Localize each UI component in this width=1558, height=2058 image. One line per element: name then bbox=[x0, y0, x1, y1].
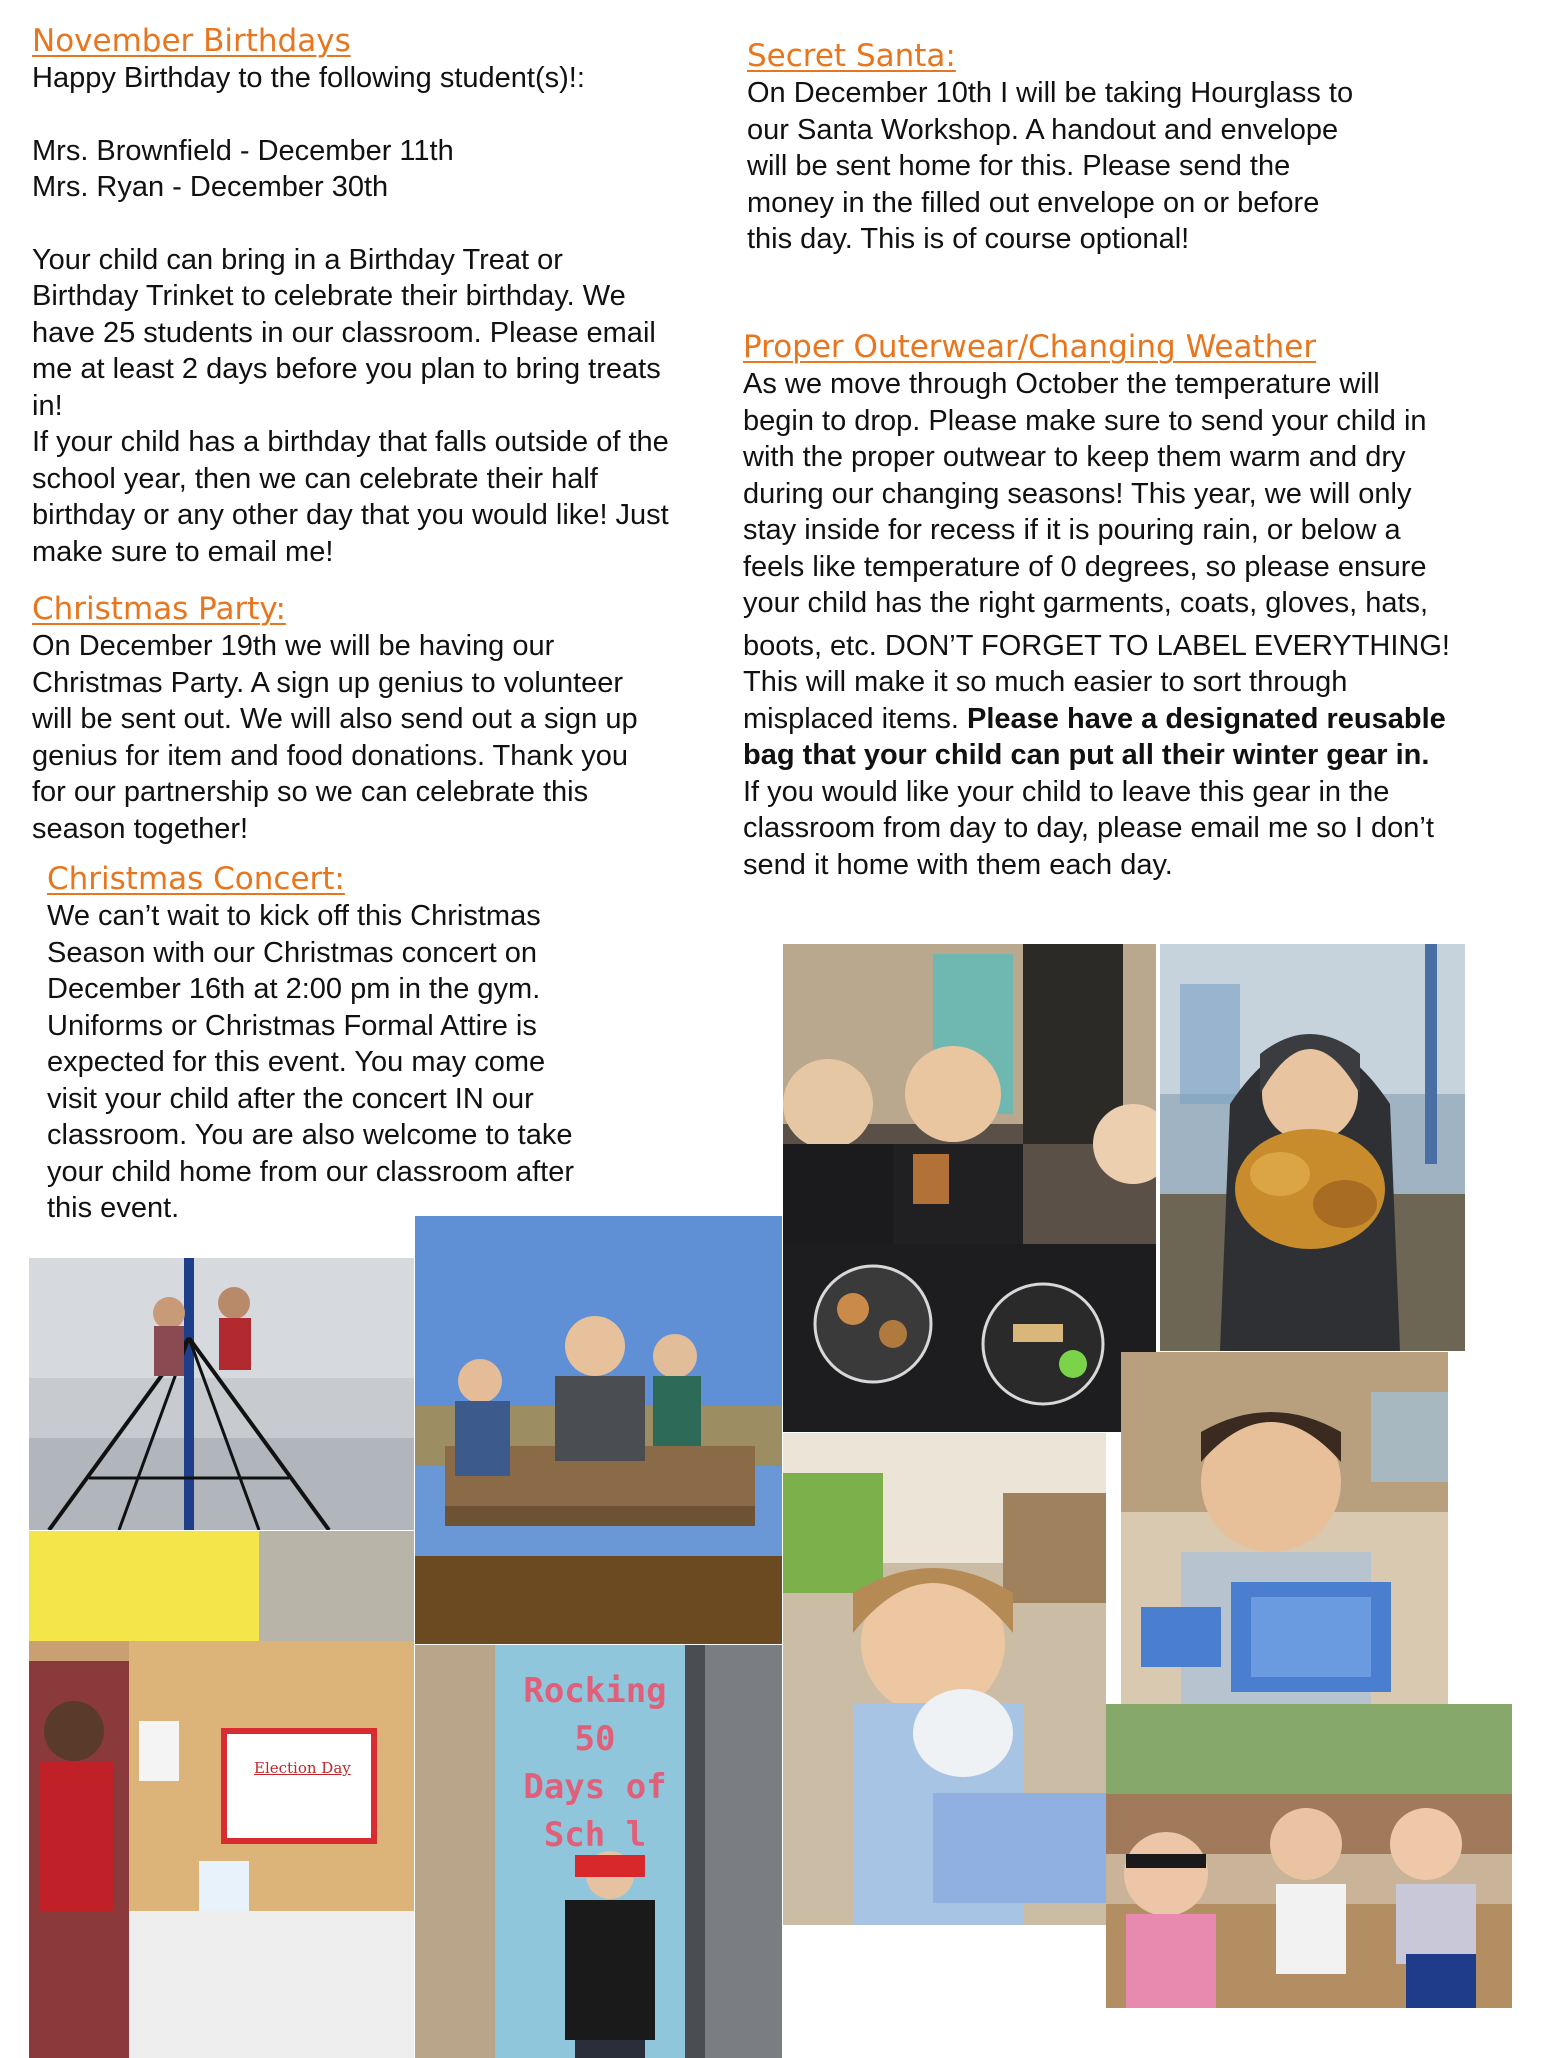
outerwear-bold-note: Please have a designated reusable bag that your child can put all their winter gear in. bbox=[743, 702, 1446, 771]
birthdays-paragraph-2: If your child has a birthday that falls outside of the school year, then we can celebrate their half birthday or any other day that you would like! Just make sure to email me! bbox=[32, 426, 669, 568]
sign-line-1: Rocking bbox=[523, 1671, 667, 1711]
christmas-concert-section bbox=[47, 860, 647, 1227]
sign-line-3: Days of bbox=[523, 1767, 667, 1807]
ice-experiment-photo bbox=[783, 1433, 1106, 1925]
outerwear-body-2-text: boots, etc. DON’T FORGET TO LABEL EVERYTHING! This will make it so much easier to sort through misplaced items. bbox=[743, 629, 1450, 735]
fifty-days-sign bbox=[505, 1667, 685, 1859]
sign-line-4: Sch l bbox=[543, 1815, 647, 1855]
election-day-photo bbox=[29, 1531, 414, 2058]
secret-santa-section bbox=[747, 37, 1447, 258]
blue-tray-photo bbox=[1121, 1352, 1448, 1707]
leaves-photo bbox=[1160, 944, 1465, 1351]
bench-jump-photo bbox=[415, 1216, 782, 1644]
outerwear-heading: Proper Outerwear/Changing Weather bbox=[743, 329, 1317, 365]
snack-time-photo bbox=[1106, 1704, 1512, 2008]
secret-santa-heading: Secret Santa: bbox=[747, 38, 956, 74]
christmas-concert-heading: Christmas Concert: bbox=[47, 861, 345, 897]
outerwear-body-1: As we move through October the temperature will begin to drop. Please make sure to send your child in with the proper outwear to keep them warm and dry during our changing seasons! This year, we will only stay inside for recess if it is pouring rain, or below a feels like temperature of 0 degrees, so please ensure your child has the right garments, coats, gloves, hats, bbox=[743, 368, 1429, 619]
fifty-days-photo bbox=[415, 1645, 782, 2058]
christmas-concert-body: We can’t wait to kick off this Christmas Season with our Christmas concert on December 16th at 2:00 pm in the gym. Uniforms or Christmas Formal Attire is expected for this event. You may come visit your child after the concert IN our classroom. You are also welcome to take your child home from our classroom after this event. bbox=[47, 900, 575, 1224]
outerwear-body-2 bbox=[743, 628, 1533, 774]
birthdays-section bbox=[32, 22, 732, 570]
birthday-student-2: Mrs. Ryan - December 30th bbox=[32, 171, 389, 203]
climbing-photo bbox=[29, 1258, 414, 1530]
outerwear-section bbox=[743, 328, 1533, 883]
election-day-label: Election Day bbox=[254, 1759, 351, 1777]
halloween-party-photo bbox=[783, 944, 1156, 1432]
christmas-party-body: On December 19th we will be having our Christmas Party. A sign up genius to volunteer will be sent out. We will also send out a sign up genius for item and food donations. Thank you for our partnership so we can celebrate this season together! bbox=[32, 630, 638, 845]
sign-line-2: 50 bbox=[574, 1719, 616, 1759]
birthday-student-1: Mrs. Brownfield - December 11th bbox=[32, 134, 454, 167]
christmas-party-heading: Christmas Party: bbox=[32, 591, 286, 627]
outerwear-body-3: If you would like your child to leave this gear in the classroom from day to day, please email me so I don’t send it home with them each day. bbox=[743, 775, 1434, 881]
birthdays-intro: Happy Birthday to the following student(s)!: bbox=[32, 62, 585, 94]
birthdays-heading: November Birthdays bbox=[32, 23, 351, 59]
secret-santa-body: On December 10th I will be taking Hourglass to our Santa Workshop. A handout and envelope will be sent home for this. Please send the money in the filled out envelope on or before this day. This is of course optional! bbox=[747, 77, 1354, 255]
birthdays-paragraph-1: Your child can bring in a Birthday Treat or Birthday Trinket to celebrate their birthday. We have 25 students in our classroom. Please email me at least 2 days before you plan to bring treats in! bbox=[32, 243, 661, 422]
christmas-party-section bbox=[32, 590, 732, 847]
